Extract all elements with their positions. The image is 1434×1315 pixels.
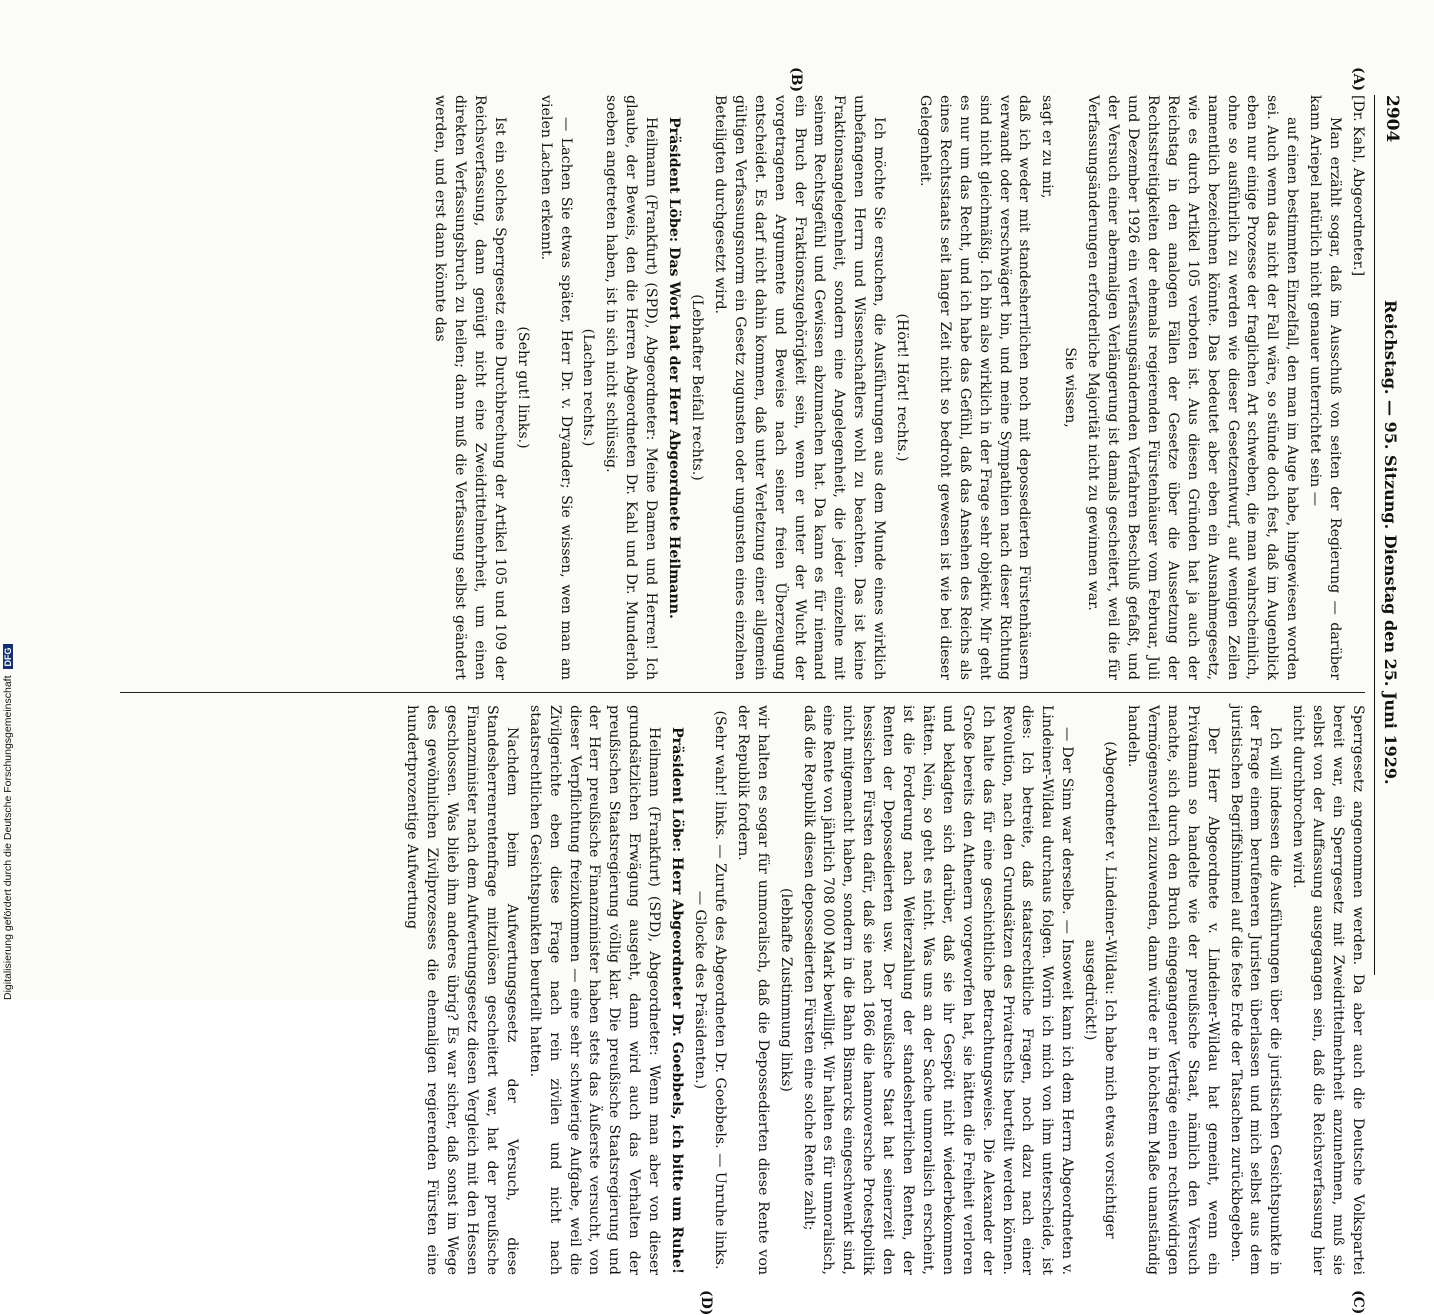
paragraph: Nachdem beim Aufwertungsgesetz der Versuch, diese Standesherrenrentenfrage mitzulösen gescheitert war, hat der preußische Finanzminister nach dem Aufwertungsgesetz diesen Vergleich mit den Hessen geschlossen. Was blieb ihm anderes übrig? Es war sicher, daß sonst im Wege des gewöhnlichen Zivilprozesses die ehemaligen regierenden Fürsten eine hundertprozentige Aufwertung <box>404 705 520 1275</box>
speaker-ref: [Dr. Kahl, Abgeordneter.] <box>1350 95 1366 277</box>
president-statement: Präsident Löbe: Herr Abgeordneter Dr. Goebbels, ich bitte um Ruhe! <box>669 727 686 1275</box>
paragraph: Ich will indessen die Ausführungen über die juristischen Gesichtspunkte in der Frage einem berufeneren Juristen überlassen und mich selbst aus dem juristischen Begriffshimmel auf die feste Erde der Tatsachen zurückbegeben. <box>1227 705 1284 1275</box>
interjection: (Sehr wahr! links. — Zurufe des Abgeordneten Dr. Goebbels. — Unruhe links. — Glocke des Präsidenten.) <box>692 710 728 1270</box>
quote-paragraph: daß ich weder mit standesherrlichen noch mit depossedierten Fürstenhäusern verwandt oder verschwägert bin, und meine Sympathien nach dieser Richtung sind nicht gleichmäßig. Ich bin also wirklich in der Frage sehr objektiv. Mir geht es nur um das Recht, und ich habe das Gefühl, daß das Ansehen des Reichs als eines Rechtsstaats seit langer Zeit nicht so bedroht gewesen ist wie bei dieser Gelegenheit. <box>916 95 1033 680</box>
paragraph: sagt er zu mir, <box>1039 95 1056 199</box>
page-header <box>1374 95 1405 975</box>
paragraph: wir halten es sogar für unmoralisch, daß die Depossedierten diese Rente von der Republik fordern. <box>734 705 771 1275</box>
margin-marker-a: (A) <box>1350 67 1366 92</box>
session-heading: Reichstag. — 95. Sitzung. Dienstag den 25. Juni 1929. <box>1381 300 1400 785</box>
interjection: (Sehr gut! links.) <box>514 326 531 449</box>
dfg-logo: DFG <box>3 644 13 669</box>
paragraph: — Der Sinn war derselbe. — Insoweit kann ich dem Herrn Abgeordneten v. Lindeiner-Wildau durchaus folgen. Worin ich mich von ihm unterscheide, ist dies: Ich betreite, daß staatsrechtliche Fragen, noch dazu nach einer Revolution, nach den Grundsätzen des Privatrechts beurteilt werden können. Ich halte das für eine geschichtliche Betrachtungsweise. Die Alexander der Große bereits den Athenern vorgeworfen hat, sie hätten die Freiheit verloren und beklagten sich darüber, daß sie ihr Gespött nicht wiederbekommen hätten. Nein, so geht es nicht. Was uns an der Sache unmoralisch erscheint, ist die Forderung nach Weiterzahlung der standesherrlichen Renten, der Renten der Depossedierten usw. Der preußische Staat hat seinerzeit den hessischen Fürsten dafür, daß sie nach 1866 die hannoversche Protestpolitik nicht mitgemacht haben, sondern in die Bahn Bismarcks eingeschwenkt sind, eine Rente von jährlich 708 000 Mark bewilligt. Wir halten es für unmoralisch, daß die Republik diesen depossedierten Fürsten eine solche Rente zahlt; <box>800 705 1076 1275</box>
speaker-paragraph: Heilmann (Frankfurt) (SPD), Abgeordneter: Meine Damen und Herren! Ich glaube, der Beweis, den die Herren Abgeordneten Dr. Kahl und Dr. Munderloh soeben angetreten haben, ist in sich nicht schlüssig. <box>603 95 660 680</box>
interjection: (Abgeordneter v. Lindeiner-Wildau: Ich habe mich etwas vorsichtiger ausgedrückt!) <box>1082 741 1119 1239</box>
margin-marker-d: (D) <box>698 1290 714 1315</box>
credit-text: Digitalisierung gefördert durch die Deutsche Forschungsgemeinschaft <box>2 675 14 1000</box>
interjection: (Lebhafter Beifall rechts.) <box>689 294 705 481</box>
interjection: (Hört! Hört! rechts.) <box>894 313 911 462</box>
paragraph: Sperrgesetz angenommen werden. Da aber auch die Deutsche Volkspartei bereit war, ein Sperrgesetz mit Zweidrittelmehrheit anzunehmen, muß sie selbst von der Auffassung ausgegangen sein, daß die Reichsverfassung hier nicht durchbrochen wird. <box>1290 705 1366 1275</box>
quote-paragraph: auf einen bestimmten Einzelfall, den man im Auge habe, hingewiesen worden sei. Auch wenn das nicht der Fall wäre, so stünde doch fest, daß im Augenblick eben nur einige Prozesse der fraglichen Art schweben, die man wahrscheinlich, ohne so ausführlich zu werden wie dieser Gesetzentwurf, auf wenigen Zeilen namentlich bezeichnen könnte. Das bedeutet aber eben ein Ausnahmegesetz, wie es durch Artikel 105 verboten ist. Aus diesen Gründen hat ja auch der Reichstag in den analogen Fällen der Gesetze über die Aussetzung der Rechtsstreitigkeiten der ehemals regierenden Fürstenhäuser vom Februar, Juli und Dezember 1926 ein verfassungsändernden Verfahren Beschluß gefaßt, und der Versuch einer abermaligen Verlängerung ist damals gescheitert, weil die für Verfassungsänderungen erforderliche Majorität nicht zu gewinnen war. <box>1085 95 1301 680</box>
president-statement: Präsident Löbe: Das Wort hat der Herr Abgeordnete Heilmann. <box>666 117 683 619</box>
digitization-credit <box>2 0 16 1000</box>
paragraph: Ich möchte Sie ersuchen, die Ausführungen aus dem Munde eines wirklich unbefangenen Herrn und Wissenschaftlers wohl zu beachten. Das ist keine Fraktionsangelegenheit, sondern eine Angelegenheit, die jeder einzelne mit seinem Rechtsgefühl und Gewissen abzumachen hat. Da kann es für niemand ein Bruch der Fraktionszugehörigkeit sein, wenn er unter der Wucht der vorgetragenen Argumente und Beweise nach seiner freien Überzeugung entscheidet. Es darf nicht dahin kommen, daß unter Verletzung einer allgemein gültigen Verfassungsnorm ein Gesetz zugunsten oder ungunsten eines einzelnen Beteiligten durchgesetzt wird. <box>711 95 888 680</box>
margin-marker-b: (B) <box>788 67 804 93</box>
paragraph: Man erzählt sogar, daß im Ausschuß von seiten der Regierung — darüber kann Ariepel natürlich nicht genauer unterrichtet sein — <box>1307 95 1344 680</box>
column-divider <box>120 692 1365 693</box>
paragraph: — Lachen Sie etwas später, Herr Dr. v. Dryander; Sie wissen, wen man am vielen Lachen erkennt. <box>537 95 574 680</box>
interjection: (lebhafte Zustimmung links) <box>777 888 794 1092</box>
quote-line: Sie wissen, <box>1062 347 1079 428</box>
speaker-paragraph: Heilmann (Frankfurt) (SPD), Abgeordneter: Wenn man aber von dieser grundsätzlichen Erwägung ausgeht, dann wird auch das Verhalten der preußischen Staatsregierung völlig klar. Die preußische Staatsregierung und der Herr preußische Finanzminister haben stets das Äußerste versucht, von dieser Verpflichtung freizukommen — eine sehr schwierige Aufgabe, weil die Zivilgerichte eben diese Frage nach rein zivilen und nicht nach staatsrechtlichen Gesichtspunkten beurteilt hatten. <box>526 705 663 1275</box>
page-number: 2904 <box>1382 95 1402 143</box>
rotated-page-content <box>110 67 1405 1315</box>
left-column <box>426 95 1367 680</box>
margin-marker-c: (C) <box>1350 1290 1366 1315</box>
interjection: (Lachen rechts.) <box>580 328 597 447</box>
paragraph: Ist ein solches Sperrgesetz eine Durchbrechung der Artikel 105 und 109 der Reichsverfassung, dann genügt nicht eine Zweidrittelmehrheit, um einen direkten Verfassungsbruch zu heilen; dann muß die Verfassung selbst geändert werden, und erst dann könnte das <box>432 95 508 680</box>
paragraph: Der Herr Abgeordnete v. Lindeiner-Wildau hat gemeint, wenn ein Privatmann so handelte wie der preußische Staat, nämlich den Versuch machte, sich durch den Bruch eingegangener Verträge einen rechtswidrigen Vermögensvorteil zuzuwenden, dann würde er in höchstem Maße unanständig handeln. <box>1125 705 1221 1275</box>
right-column <box>398 705 1367 1275</box>
